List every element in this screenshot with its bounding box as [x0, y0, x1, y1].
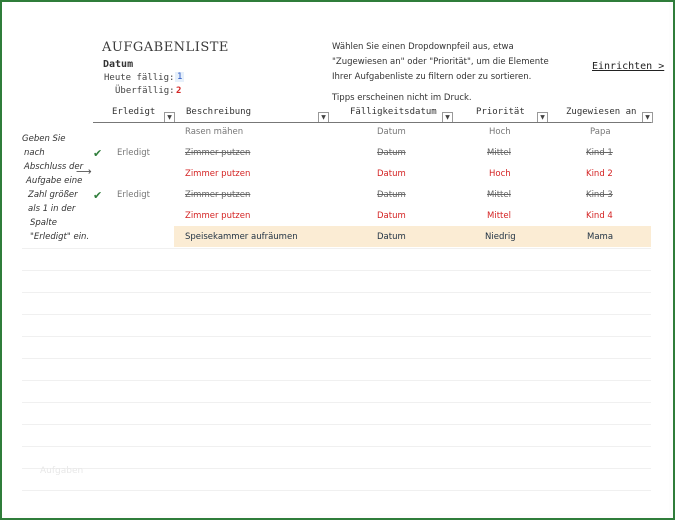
side-note-line: Abschluss der: [24, 162, 84, 172]
table-row[interactable]: [93, 165, 651, 186]
check-icon: ✔: [93, 147, 103, 160]
assigned-cell[interactable]: Kind 3: [586, 190, 613, 200]
header-assigned: Zugewiesen an: [566, 107, 637, 117]
table-row[interactable]: [93, 228, 651, 249]
description-cell[interactable]: Speisekammer aufräumen: [185, 232, 298, 242]
date-cell[interactable]: Datum: [377, 232, 406, 242]
arrow-right-icon: ⟶: [76, 165, 92, 178]
assigned-cell[interactable]: Kind 2: [586, 169, 613, 179]
side-note-line: Geben Sie: [22, 134, 66, 144]
header-description: Beschreibung: [186, 107, 252, 117]
overdue-label: Überfällig:: [115, 86, 175, 96]
assigned-cell[interactable]: Kind 1: [586, 148, 613, 158]
side-note-line: "Erledigt" ein.: [30, 232, 90, 242]
description-cell[interactable]: Zimmer putzen: [185, 190, 251, 200]
setup-link[interactable]: Einrichten >: [592, 61, 665, 72]
table-row[interactable]: [93, 144, 651, 165]
filter-dropdown-description[interactable]: ▼: [318, 112, 329, 123]
priority-cell[interactable]: Hoch: [489, 127, 511, 137]
date-label: Datum: [103, 59, 134, 70]
due-today-count: 1: [177, 72, 183, 82]
header-due-date: Fälligkeitsdatum: [350, 107, 437, 117]
table-row[interactable]: [93, 123, 651, 144]
done-cell[interactable]: Erledigt: [117, 148, 150, 158]
priority-cell[interactable]: Mittel: [487, 148, 511, 158]
side-note-line: als 1 in der: [28, 204, 76, 214]
print-tip: Tipps erscheinen nicht im Druck.: [332, 93, 472, 103]
priority-cell[interactable]: Hoch: [489, 169, 511, 179]
side-note-line: Aufgabe eine: [26, 176, 83, 186]
header-done: Erledigt: [112, 107, 156, 117]
date-cell[interactable]: Datum: [377, 169, 406, 179]
table-row[interactable]: [93, 207, 651, 228]
description-cell[interactable]: Zimmer putzen: [185, 211, 251, 221]
filter-dropdown-done[interactable]: ▼: [164, 112, 175, 123]
date-cell[interactable]: Datum: [377, 127, 406, 137]
done-cell[interactable]: Erledigt: [117, 190, 150, 200]
filter-dropdown-priority[interactable]: ▼: [537, 112, 548, 123]
header-priority: Priorität: [476, 107, 525, 117]
priority-cell[interactable]: Mittel: [487, 190, 511, 200]
priority-cell[interactable]: Niedrig: [485, 232, 516, 242]
description-cell[interactable]: Zimmer putzen: [185, 148, 251, 158]
page-title: AUFGABENLISTE: [102, 40, 229, 55]
priority-cell[interactable]: Mittel: [487, 211, 511, 221]
assigned-cell[interactable]: Mama: [587, 232, 614, 242]
description-cell[interactable]: Zimmer putzen: [185, 169, 251, 179]
assigned-cell[interactable]: Papa: [590, 127, 611, 137]
filter-tip: Wählen Sie einen Dropdownpfeil aus, etwa "Zugewiesen an" oder "Priorität", um die Elemente Ihrer Aufgabenliste zu filtern oder zu sortieren.: [332, 42, 549, 82]
date-cell[interactable]: Datum: [377, 148, 406, 158]
description-cell[interactable]: Rasen mähen: [185, 127, 244, 137]
side-note-line: Spalte: [30, 218, 57, 228]
due-today-label: Heute fällig:: [104, 73, 175, 83]
filter-dropdown-due-date[interactable]: ▼: [442, 112, 453, 123]
date-cell[interactable]: Datum: [377, 190, 406, 200]
table-row[interactable]: [93, 186, 651, 207]
check-icon: ✔: [93, 189, 103, 202]
date-cell[interactable]: Datum: [377, 211, 406, 221]
side-note: [20, 132, 90, 244]
filter-dropdown-assigned[interactable]: ▼: [642, 112, 653, 123]
side-note-line: Zahl größer: [28, 190, 78, 200]
overdue-count: 2: [176, 86, 182, 96]
assigned-cell[interactable]: Kind 4: [586, 211, 613, 221]
side-note-line: nach: [24, 148, 45, 158]
faint-sheet-label: Aufgaben: [40, 466, 84, 476]
